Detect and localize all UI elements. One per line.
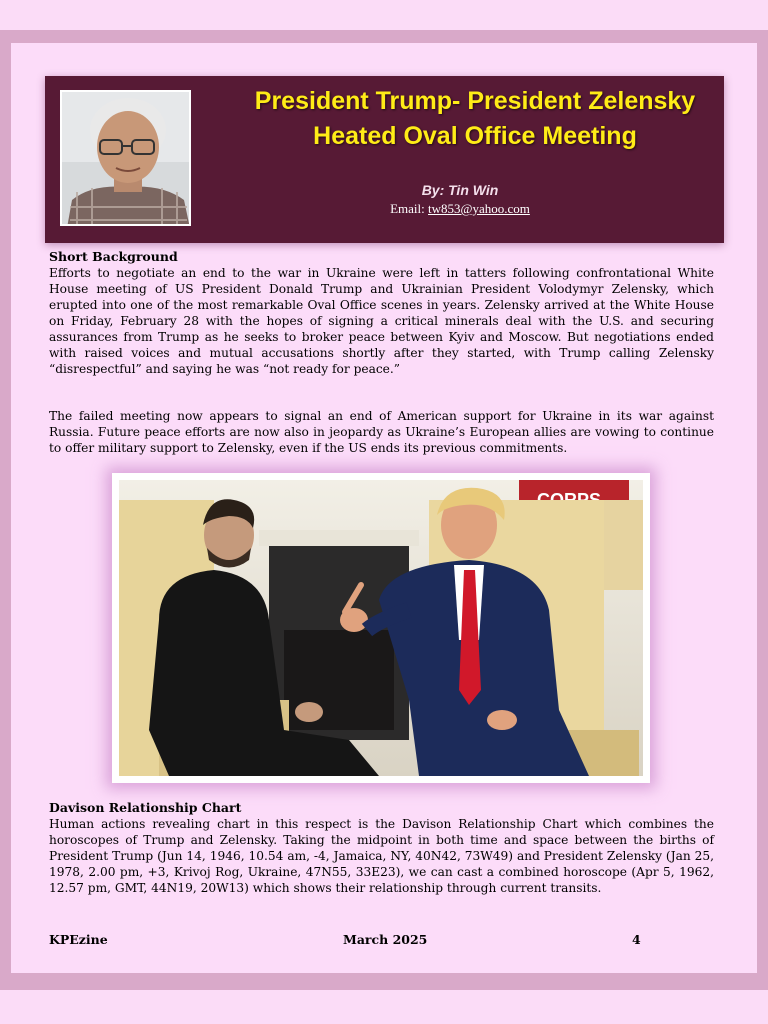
- section-heading-davison: Davison Relationship Chart: [49, 800, 242, 815]
- paragraph-davison-1: Human actions revealing chart in this respect is the Davison Relationship Chart which combines the horoscopes of Trump and Zelensky. Taking the midpoint in both time and space between the births of President Trump (Jun 14, 1946, 10.54 am, -4, Jamaica, NY, 40N42, 73W49) and President Zelensky (Jan 25, 1978, 2.00 pm, +3, Krivoj Rog, Ukraine, 47N55, 33E23), we can cast a combined horoscope (Apr 5, 1962, 12.57 pm, GMT, 44N19, 20W13) which shows their relationship through current transits.: [49, 817, 714, 895]
- article-title: [225, 84, 725, 154]
- meeting-photo-frame: [112, 473, 650, 783]
- author-photo: [60, 90, 191, 226]
- footer-page-number: 4: [632, 932, 641, 947]
- article-header: [45, 76, 724, 243]
- paragraph-background-2: The failed meeting now appears to signal an end of American support for Ukraine in its war against Russia. Future peace efforts are now also in jeopardy as Ukraine’s European allies are vowing to continue to offer military support to Zelensky, even if the US ends its previous commitments.: [49, 409, 714, 455]
- paragraph-background-1: Efforts to negotiate an end to the war in Ukraine were left in tatters following confrontational White House meeting of US President Donald Trump and Ukrainian President Volodymyr Zelensky, which erupted into one of the most remarkable Oval Office scenes in years. Zelensky arrived at the White House on Friday, February 28 with the hopes of signing a critical minerals deal with the U.S. and securing assurances from Trump as he seeks to broker peace between Kyiv and Moscow. But negotiations ended with raised voices and mutual accusations shortly after they started, with Trump calling Zelensky “disrespectful” and saying he was “not ready for peace.”: [49, 266, 714, 376]
- email-label: Email:: [390, 201, 429, 216]
- author-byline: By: Tin Win: [421, 182, 499, 198]
- article-title-line-2: Heated Oval Office Meeting: [313, 122, 637, 150]
- author-portrait-illustration: [62, 92, 191, 226]
- author-email: [345, 201, 575, 217]
- meeting-photo-illustration: [119, 480, 643, 776]
- section-heading-short-background: Short Background: [49, 249, 178, 264]
- footer-publication: KPEzine: [49, 932, 108, 947]
- meeting-photo: [119, 480, 643, 776]
- email-link[interactable]: tw853@yahoo.com: [428, 201, 530, 216]
- footer-date: March 2025: [343, 932, 428, 947]
- article-title-line-1: President Trump- President Zelensky: [254, 87, 696, 115]
